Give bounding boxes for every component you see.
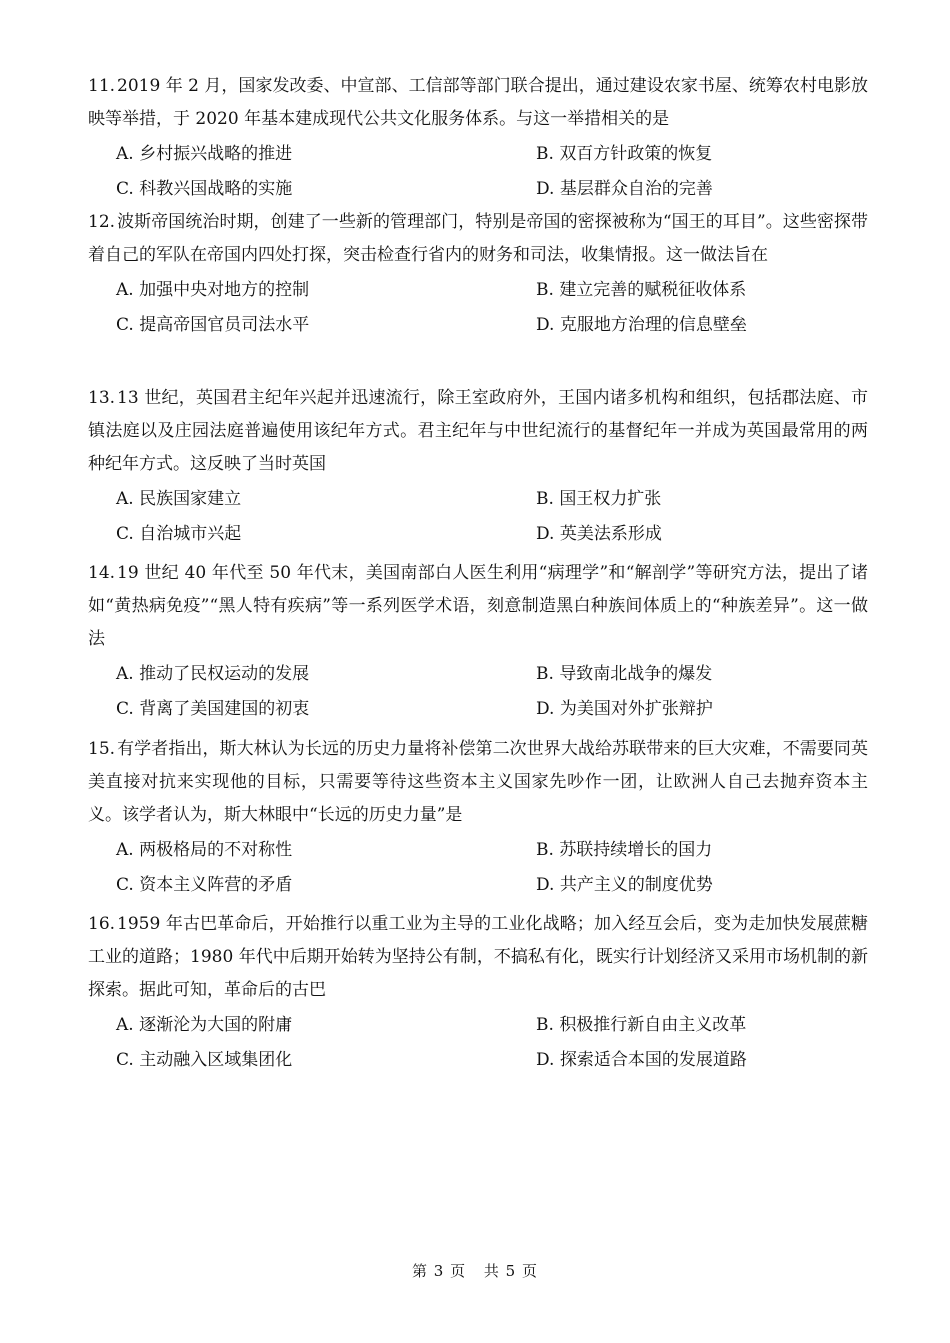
question-stem — [88, 733, 868, 832]
option-b: B. 国王权力扩张 — [536, 489, 662, 509]
question-stem — [88, 382, 868, 481]
option-d: D. 共产主义的制度优势 — [536, 875, 713, 895]
question-number: 15. — [88, 739, 116, 759]
question-text: 19 世纪 40 年代至 50 年代末，美国南部白人医生利用“病理学”和“解剖学”等研究方法，提出了诸如“黄热病免疫”“黑人特有疾病”等一系列医学术语，刻意制造黑白种族间体质上的“种族差异”。这一做法 — [88, 563, 868, 649]
question-number: 12. — [88, 212, 116, 232]
option-c: C. 资本主义阵营的矛盾 — [116, 875, 293, 895]
question-stem — [88, 557, 868, 656]
option-a: A. 逐渐沦为大国的附庸 — [116, 1015, 293, 1035]
option-d: D. 英美法系形成 — [536, 524, 662, 544]
option-b: B. 积极推行新自由主义改革 — [536, 1015, 747, 1035]
options — [88, 274, 868, 344]
option-b: B. 建立完善的赋税征收体系 — [536, 280, 747, 300]
page-total: 共 5 页 — [483, 1262, 538, 1280]
option-b: B. 双百方针政策的恢复 — [536, 144, 713, 164]
question-text: 有学者指出，斯大林认为长远的历史力量将补偿第二次世界大战给苏联带来的巨大灾难，不需要同英美直接对抗来实现他的目标，只需要等待这些资本主义国家先吵作一团，让欧洲人自己去抛弃资本主义。该学者认为，斯大林眼中“长远的历史力量”是 — [88, 739, 868, 825]
question-stem — [88, 206, 868, 272]
option-d: D. 为美国对外扩张辩护 — [536, 699, 713, 719]
options — [88, 483, 868, 553]
option-a: A. 推动了民权运动的发展 — [116, 664, 310, 684]
question-text: 1959 年古巴革命后，开始推行以重工业为主导的工业化战略；加入经互会后，变为走加快发展蔗糖工业的道路；1980 年代中后期开始转为坚持公有制，不搞私有化，既实行计划经济又采用市场机制的新探索。据此可知，革命后的古巴 — [88, 914, 868, 1000]
question-12 — [88, 206, 868, 344]
question-number: 14. — [88, 563, 116, 583]
question-text: 2019 年 2 月，国家发改委、中宣部、工信部等部门联合提出，通过建设农家书屋、统筹农村电影放映等举措，于 2020 年基本建成现代公共文化服务体系。与这一举措相关的是 — [88, 76, 868, 129]
option-a: A. 两极格局的不对称性 — [116, 840, 293, 860]
options — [88, 658, 868, 728]
option-c: C. 主动融入区域集团化 — [116, 1050, 293, 1070]
option-a: A. 乡村振兴战略的推进 — [116, 144, 293, 164]
question-text: 13 世纪，英国君主纪年兴起并迅速流行，除王室政府外，王国内诸多机构和组织，包括郡法庭、市镇法庭以及庄园法庭普遍使用该纪年方式。君主纪年与中世纪流行的基督纪年一并成为英国最常用的两种纪年方式。这反映了当时英国 — [88, 388, 868, 474]
question-number: 13. — [88, 388, 116, 408]
option-c: C. 背离了美国建国的初衷 — [116, 699, 310, 719]
option-b: B. 苏联持续增长的国力 — [536, 840, 713, 860]
option-c: C. 自治城市兴起 — [116, 524, 242, 544]
option-c: C. 提高帝国官员司法水平 — [116, 315, 310, 335]
option-c: C. 科教兴国战略的实施 — [116, 179, 293, 199]
options — [88, 1009, 868, 1079]
page-number: 第 3 页 — [412, 1262, 467, 1280]
option-d: D. 探索适合本国的发展道路 — [536, 1050, 747, 1070]
question-15 — [88, 733, 868, 904]
page-footer — [0, 1260, 950, 1281]
question-number: 16. — [88, 914, 116, 934]
question-14 — [88, 557, 868, 728]
options — [88, 834, 868, 904]
option-d: D. 克服地方治理的信息壁垒 — [536, 315, 747, 335]
option-a: A. 民族国家建立 — [116, 489, 242, 509]
question-stem — [88, 908, 868, 1007]
options — [88, 138, 868, 208]
question-13 — [88, 382, 868, 553]
question-stem — [88, 70, 868, 136]
question-11 — [88, 70, 868, 208]
option-a: A. 加强中央对地方的控制 — [116, 280, 310, 300]
option-d: D. 基层群众自治的完善 — [536, 179, 713, 199]
question-text: 波斯帝国统治时期，创建了一些新的管理部门，特别是帝国的密探被称为“国王的耳目”。这些密探带着自己的军队在帝国内四处打探，突击检查行省内的财务和司法，收集情报。这一做法旨在 — [88, 212, 868, 265]
option-b: B. 导致南北战争的爆发 — [536, 664, 713, 684]
question-number: 11. — [88, 76, 116, 96]
question-16 — [88, 908, 868, 1079]
